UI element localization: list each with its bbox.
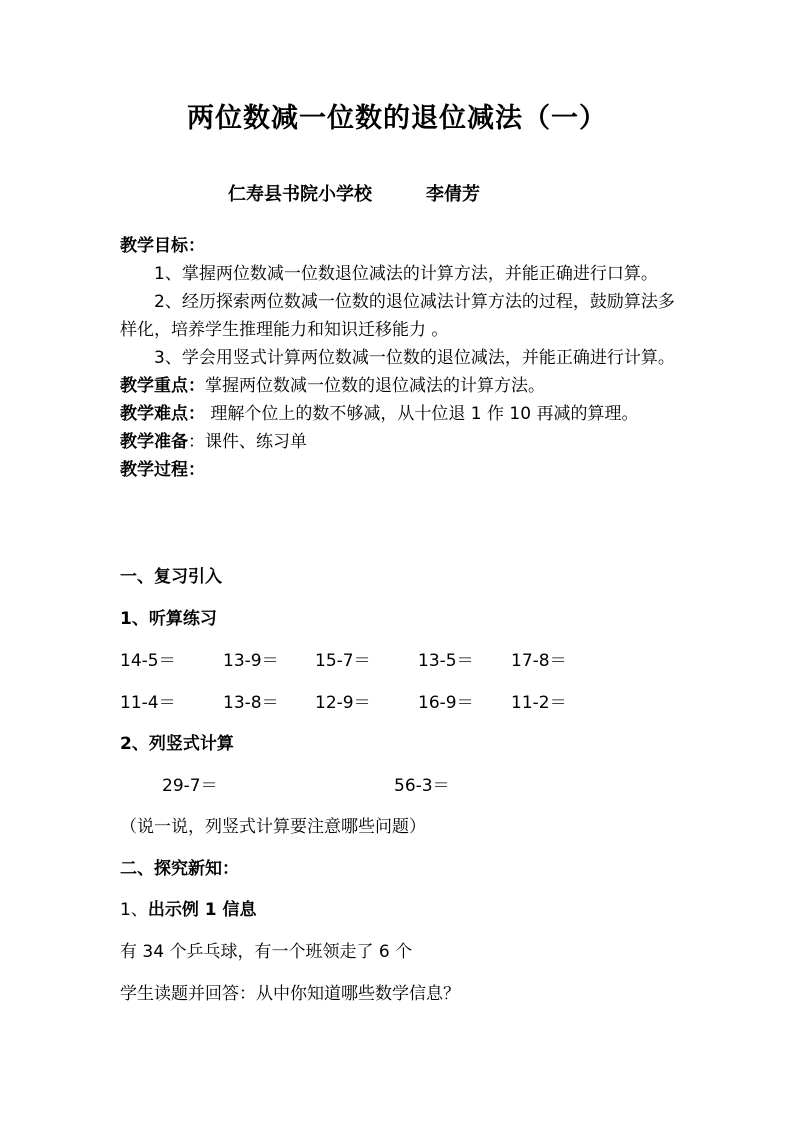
section-2-heading: 二、探究新知： — [120, 859, 239, 879]
key-point-label: 教学重点： — [120, 376, 205, 396]
section-2-sub-1-text: 出示例 1 信息 — [147, 900, 257, 920]
section-1-heading: 一、复习引入 — [120, 567, 222, 587]
difficulty-text: 理解个位上的数不够减，从十位退 1 作 10 再减的算理。 — [205, 404, 639, 424]
key-point-text: 掌握两位数减一位数的退位减法的计算方法。 — [205, 376, 545, 396]
difficulty-label: 教学难点： — [120, 404, 205, 424]
drill-item: 11-2＝ — [511, 693, 567, 713]
oral-drill-row-1 — [120, 646, 680, 670]
objective-1: 1、掌握两位数减一位数退位减法的计算方法，并能正确进行口算。 — [154, 264, 658, 284]
drill-item: 14-5＝ — [120, 651, 176, 671]
student-question-line: 学生读题并回答：从中你知道哪些数学信息？ — [120, 984, 460, 1004]
drill-item: 11-4＝ — [120, 693, 176, 713]
drill-item: 16-9＝ — [418, 693, 474, 713]
discussion-note: （说一说，列竖式计算要注意哪些问题） — [120, 817, 426, 837]
objectives-label: 教学目标： — [120, 236, 205, 256]
example-info-line: 有 34 个乒乓球，有一个班领走了 6 个 — [120, 942, 413, 962]
preparation-text: ：课件、练习单 — [188, 432, 307, 452]
process-label: 教学过程： — [120, 460, 205, 480]
drill-item: 13-9＝ — [223, 651, 279, 671]
section-2-sub-1 — [120, 895, 257, 920]
preparation-label: 教学准备 — [120, 432, 188, 452]
vertical-calc-item: 29-7＝ — [162, 776, 218, 796]
page-title: 两位数减一位数的退位减法（一） — [187, 103, 607, 134]
drill-item: 12-9＝ — [315, 693, 371, 713]
section-2-sub-1-number: 1、 — [120, 900, 148, 920]
byline — [228, 180, 480, 206]
section-1-sub-1: 1、听算练习 — [120, 609, 217, 629]
vertical-calc-item: 56-3＝ — [394, 776, 450, 796]
difficulty-point — [120, 400, 676, 428]
school-name: 仁寿县书院小学校 — [228, 184, 372, 205]
key-point — [120, 372, 676, 400]
objective-2: 2、经历探索两位数减一位数的退位减法计算方法的过程，鼓励算法多样化，培养学生推理能力和知识迁移能力 。 — [120, 292, 675, 340]
lesson-plan-body — [120, 232, 676, 484]
vertical-calc-row — [120, 771, 680, 795]
objective-3: 3、学会用竖式计算两位数减一位数的退位减法，并能正确进行计算。 — [154, 348, 675, 368]
drill-item: 13-5＝ — [418, 651, 474, 671]
section-1-sub-2: 2、列竖式计算 — [120, 734, 234, 754]
oral-drill-row-2 — [120, 688, 680, 712]
preparation — [120, 428, 676, 456]
author-name: 李倩芳 — [426, 184, 480, 205]
drill-item: 17-8＝ — [511, 651, 567, 671]
drill-item: 15-7＝ — [315, 651, 371, 671]
drill-item: 13-8＝ — [223, 693, 279, 713]
